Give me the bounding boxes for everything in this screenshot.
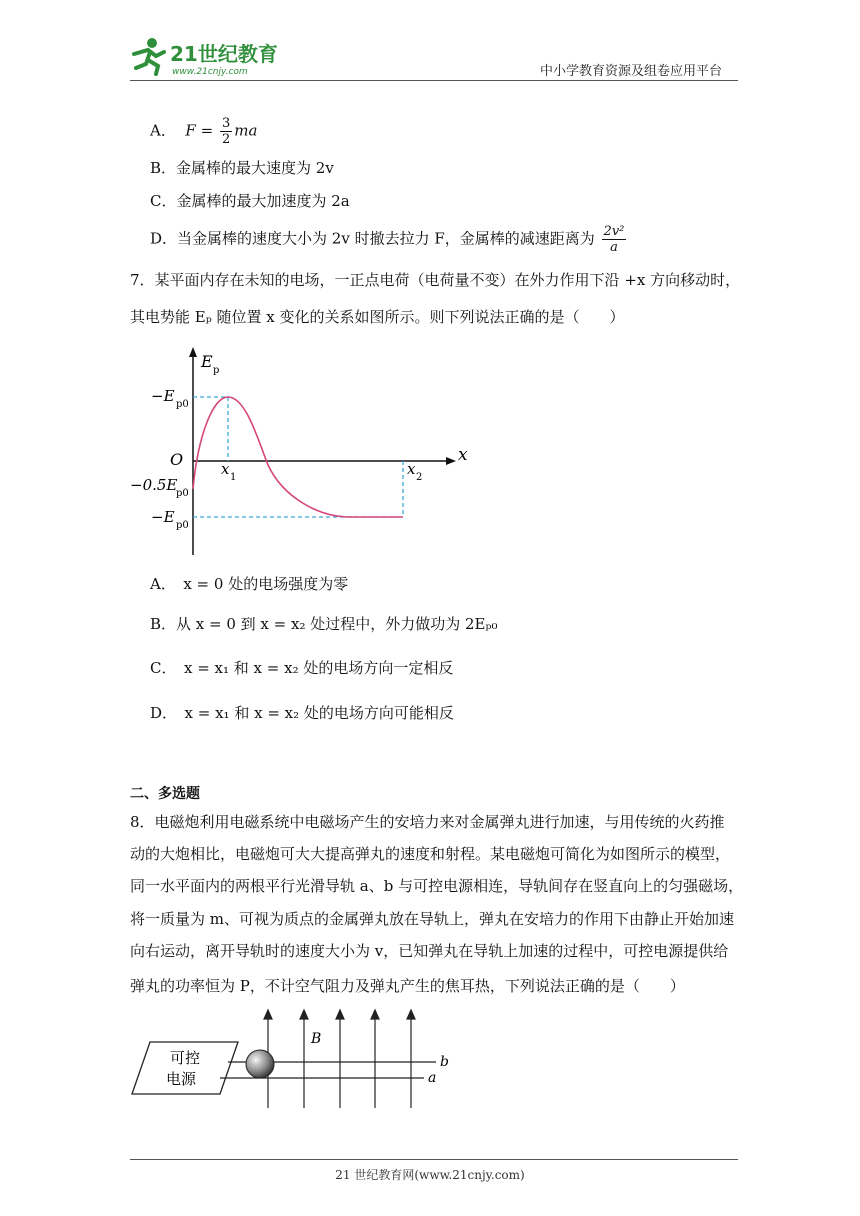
q8-line-6: 弹丸的功率恒为 P，不计空气阻力及弹丸产生的焦耳热，下列说法正确的是（ ）	[130, 977, 685, 995]
magnetic-field-arrows	[264, 1010, 415, 1108]
header-divider	[130, 80, 738, 81]
site-logo	[126, 34, 286, 78]
svg-text:E: E	[201, 352, 213, 371]
svg-text:p0: p0	[176, 520, 189, 531]
svg-text:−E: −E	[151, 508, 175, 526]
svg-text:−E: −E	[151, 387, 175, 405]
ep-curve	[193, 397, 403, 517]
y-axis-arrow	[189, 347, 197, 357]
svg-text:b: b	[440, 1054, 449, 1070]
q7-option-a: A． x = 0 处的电场强度为零	[150, 575, 349, 593]
svg-text:可控: 可控	[170, 1049, 201, 1067]
q7-ep-graph	[128, 345, 478, 560]
footer-divider	[130, 1159, 738, 1160]
svg-text:p: p	[213, 365, 220, 376]
q7-option-c: C． x = x₁ 和 x = x₂ 处的电场方向一定相反	[150, 659, 454, 677]
svg-text:−0.5E: −0.5E	[130, 476, 178, 494]
q8-line-1: 8．电磁炮利用电磁系统中电磁场产生的安培力来对金属弹丸进行加速，与用传统的火药推	[130, 813, 725, 831]
q8-line-4: 将一质量为 m、可视为质点的金属弹丸放在导轨上，弹丸在安培力的作用下由静止开始加速	[130, 910, 734, 928]
q7-stem-line1: 7．某平面内存在未知的电场，一正点电荷（电荷量不变）在外力作用下沿 +x 方向移动时，	[130, 271, 741, 289]
header-platform-text: 中小学教育资源及组卷应用平台	[540, 64, 723, 79]
q8-line-3: 同一水平面内的两根平行光滑导轨 a、b 与可控电源相连，导轨间存在竖直向上的匀强磁场，	[130, 877, 744, 895]
q6-option-c: C．金属棒的最大加速度为 2a	[150, 192, 350, 210]
q7-option-b: B．从 x = 0 到 x = x₂ 处过程中，外力做功为 2Eₚ₀	[150, 615, 498, 633]
logo-text: 21世纪教育	[170, 42, 278, 66]
logo-url: www.21cnjy.com	[172, 67, 248, 77]
svg-text:x: x	[458, 445, 468, 465]
q8-line-5: 向右运动，离开导轨时的速度大小为 v，已知弹丸在导轨上加速的过程中，可控电源提供给	[130, 942, 729, 960]
x-axis-arrow	[446, 457, 456, 465]
svg-text:电源: 电源	[166, 1070, 197, 1088]
svg-text:p0: p0	[176, 399, 189, 410]
svg-text:a: a	[428, 1070, 437, 1086]
q7-option-d: D． x = x₁ 和 x = x₂ 处的电场方向可能相反	[150, 704, 454, 722]
footer-text: 21 世纪教育网(www.21cnjy.com)	[335, 1168, 525, 1182]
section-title: 二、多选题	[130, 786, 200, 802]
q6-option-b: B．金属棒的最大速度为 2v	[150, 159, 334, 177]
svg-text:x: x	[407, 460, 416, 478]
svg-text:2: 2	[416, 472, 423, 483]
svg-text:x: x	[221, 460, 230, 478]
q6-option-d: D．当金属棒的速度大小为 2v 时撤去拉力 F，金属棒的减速距离为 $\frac{\text{2v²}}{a}$	[150, 224, 625, 255]
runner-icon	[134, 38, 164, 74]
svg-text:B: B	[311, 1031, 322, 1047]
metal-projectile	[246, 1050, 274, 1078]
q6-option-a: A． F = $\frac{3}{2}$ ma	[150, 116, 258, 147]
q8-railgun-diagram	[128, 1008, 458, 1114]
svg-text:p0: p0	[176, 488, 189, 499]
q7-stem-line2: 其电势能 Eₚ 随位置 x 变化的关系如图所示。则下列说法正确的是（ ）	[130, 308, 625, 326]
svg-text:O: O	[170, 450, 184, 469]
q8-line-2: 动的大炮相比，电磁炮可大大提高弹丸的速度和射程。某电磁炮可简化为如图所示的模型，	[130, 845, 731, 863]
svg-text:1: 1	[230, 472, 237, 483]
